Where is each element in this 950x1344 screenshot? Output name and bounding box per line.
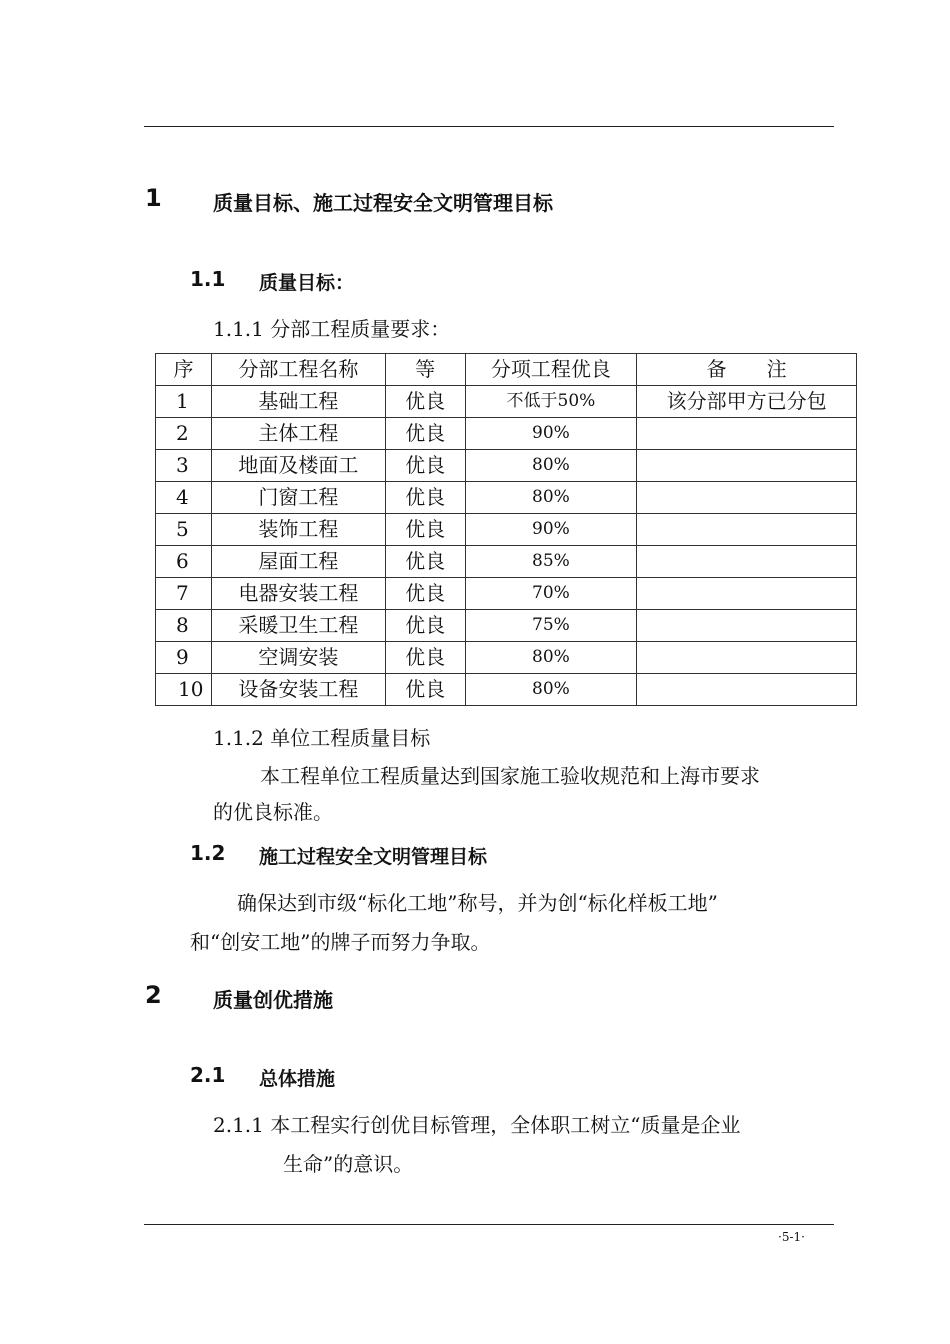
- cell-rate: 70%: [465, 578, 637, 610]
- cell-seq: 6: [156, 546, 212, 578]
- paragraph-2-1-1-line2: 生命”的意识。: [283, 1152, 414, 1176]
- heading-2-1-number: 2.1: [190, 1063, 226, 1087]
- cell-remark: [637, 642, 857, 674]
- cell-grade: 优良: [385, 578, 465, 610]
- cell-name: 空调安装: [211, 642, 385, 674]
- cell-grade: 优良: [385, 642, 465, 674]
- cell-remark: [637, 578, 857, 610]
- cell-seq: 10: [156, 674, 212, 706]
- col-header-rate: 分项工程优良: [465, 354, 637, 386]
- paragraph-1-1-2-line1: 本工程单位工程质量达到国家施工验收规范和上海市要求: [260, 764, 760, 788]
- cell-seq: 4: [156, 482, 212, 514]
- cell-seq: 7: [156, 578, 212, 610]
- table-row: [156, 578, 857, 610]
- table-row: [156, 450, 857, 482]
- heading-1-title: 质量目标、施工过程安全文明管理目标: [213, 191, 553, 215]
- table-row: [156, 514, 857, 546]
- cell-rate: 90%: [465, 514, 637, 546]
- cell-remark: [637, 418, 857, 450]
- cell-seq: 8: [156, 610, 212, 642]
- table-header-row: [156, 354, 857, 386]
- cell-name: 电器安装工程: [211, 578, 385, 610]
- heading-2-title: 质量创优措施: [213, 988, 333, 1012]
- cell-remark: [637, 546, 857, 578]
- cell-grade: 优良: [385, 546, 465, 578]
- heading-2-1-title: 总体措施: [259, 1068, 336, 1090]
- cell-grade: 优良: [385, 482, 465, 514]
- cell-grade: 优良: [385, 674, 465, 706]
- table-row: [156, 482, 857, 514]
- heading-1-2-number: 1.2: [190, 841, 226, 865]
- footer-rule: [144, 1224, 834, 1225]
- cell-name: 采暖卫生工程: [211, 610, 385, 642]
- cell-seq: 1: [156, 386, 212, 418]
- table-row: [156, 386, 857, 418]
- paragraph-2-1-1-line1: 2.1.1 本工程实行创优目标管理，全体职工树立“质量是企业: [213, 1113, 741, 1137]
- cell-rate: 80%: [465, 642, 637, 674]
- cell-seq: 3: [156, 450, 212, 482]
- cell-name: 屋面工程: [211, 546, 385, 578]
- cell-remark: [637, 482, 857, 514]
- cell-grade: 优良: [385, 418, 465, 450]
- heading-1-2-title: 施工过程安全文明管理目标: [259, 846, 488, 868]
- cell-name: 主体工程: [211, 418, 385, 450]
- cell-remark: [637, 610, 857, 642]
- cell-remark: [637, 514, 857, 546]
- cell-remark: [637, 450, 857, 482]
- table-row: [156, 418, 857, 450]
- cell-seq: 5: [156, 514, 212, 546]
- cell-rate: 90%: [465, 418, 637, 450]
- cell-rate: 不低于50%: [465, 386, 637, 418]
- heading-2-number: 2: [145, 981, 162, 1009]
- subheading-1-1-2: 1.1.2 单位工程质量目标: [213, 726, 431, 750]
- heading-1-1-number: 1.1: [190, 267, 226, 291]
- cell-grade: 优良: [385, 610, 465, 642]
- cell-grade: 优良: [385, 386, 465, 418]
- cell-rate: 80%: [465, 482, 637, 514]
- table-row: [156, 546, 857, 578]
- paragraph-1-2-line2: 和“创安工地”的牌子而努力争取。: [190, 930, 491, 954]
- cell-name: 设备安装工程: [211, 674, 385, 706]
- cell-seq: 2: [156, 418, 212, 450]
- cell-rate: 80%: [465, 450, 637, 482]
- cell-rate: 85%: [465, 546, 637, 578]
- table-row: [156, 674, 857, 706]
- cell-rate: 80%: [465, 674, 637, 706]
- col-header-name: 分部工程名称: [211, 354, 385, 386]
- cell-remark: [637, 674, 857, 706]
- paragraph-1-2-line1: 确保达到市级“标化工地”称号，并为创“标化样板工地”: [237, 891, 718, 915]
- cell-grade: 优良: [385, 450, 465, 482]
- cell-grade: 优良: [385, 514, 465, 546]
- table-row: [156, 642, 857, 674]
- cell-seq: 9: [156, 642, 212, 674]
- quality-table: [155, 353, 857, 706]
- cell-name: 地面及楼面工: [211, 450, 385, 482]
- col-header-grade: 等: [385, 354, 465, 386]
- heading-1-number: 1: [145, 184, 162, 212]
- page-number: ·5-1·: [778, 1230, 805, 1244]
- table-row: [156, 610, 857, 642]
- cell-name: 装饰工程: [211, 514, 385, 546]
- cell-remark: 该分部甲方已分包: [637, 386, 857, 418]
- subheading-1-1-1: 1.1.1 分部工程质量要求：: [213, 317, 451, 341]
- cell-name: 门窗工程: [211, 482, 385, 514]
- col-header-seq: 序: [156, 354, 212, 386]
- cell-rate: 75%: [465, 610, 637, 642]
- heading-1-1-title: 质量目标：: [259, 272, 355, 294]
- header-rule: [144, 126, 834, 127]
- col-header-remark: 备 注: [637, 354, 857, 386]
- cell-name: 基础工程: [211, 386, 385, 418]
- paragraph-1-1-2-line2: 的优良标准。: [213, 800, 333, 824]
